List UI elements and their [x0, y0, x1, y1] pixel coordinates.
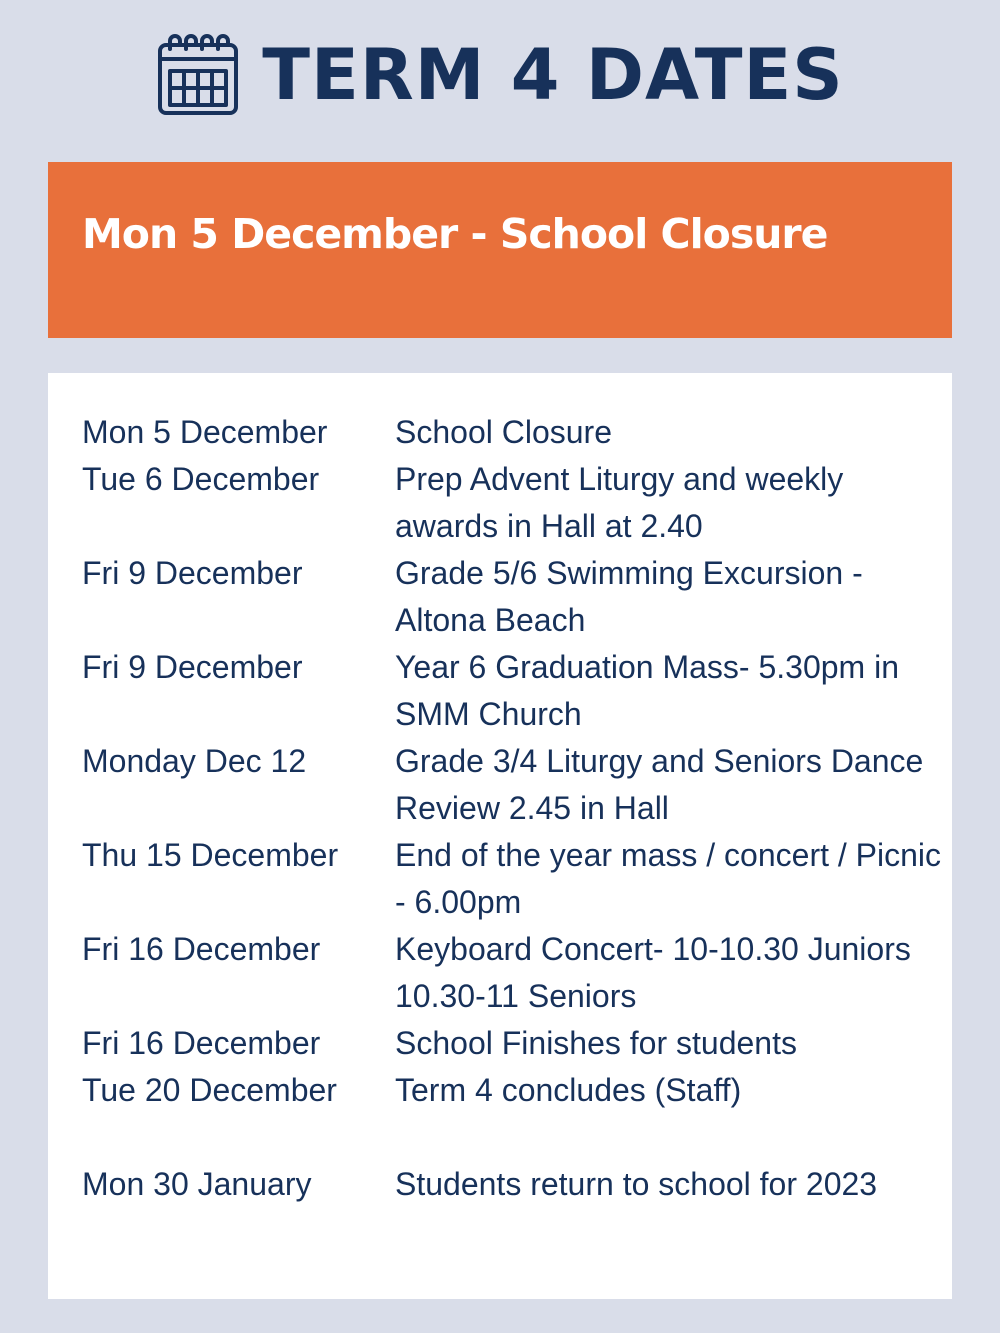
event-row: [82, 409, 952, 456]
page-title: TERM 4 DATES: [262, 34, 844, 116]
event-row: [82, 1161, 952, 1208]
event-description: Keyboard Concert- 10-10.30 Juniors 10.30-11 Seniors: [395, 931, 911, 1014]
event-date: Fri 16 December: [82, 1025, 321, 1061]
event-description: Grade 3/4 Liturgy and Seniors Dance Review 2.45 in Hall: [395, 743, 924, 826]
event-date: Fri 16 December: [82, 931, 321, 967]
event-row: [82, 738, 952, 832]
event-row: [82, 456, 952, 550]
event-description: School Finishes for students: [395, 1025, 797, 1061]
closure-banner: [48, 162, 952, 338]
event-date: Fri 9 December: [82, 555, 303, 591]
event-row: [82, 1067, 952, 1114]
event-description: Grade 5/6 Swimming Excursion - Altona Beach: [395, 555, 863, 638]
event-date: Mon 30 January: [82, 1166, 312, 1202]
header: [0, 30, 1000, 120]
event-list: [82, 409, 952, 1208]
event-description: School Closure: [395, 414, 612, 450]
event-description: Year 6 Graduation Mass- 5.30pm in SMM Church: [395, 649, 899, 732]
event-date: Fri 9 December: [82, 649, 303, 685]
event-description: Term 4 concludes (Staff): [395, 1072, 742, 1108]
banner-text: Mon 5 December - School Closure: [82, 210, 828, 258]
event-description: End of the year mass / concert / Picnic - 6.00pm: [395, 837, 942, 920]
event-row: [82, 832, 952, 926]
event-date: Mon 5 December: [82, 414, 328, 450]
event-row: [82, 926, 952, 1020]
event-description: Students return to school for 2023: [395, 1166, 878, 1202]
event-row: [82, 550, 952, 644]
calendar-icon: [156, 33, 240, 117]
dates-panel: [48, 373, 952, 1299]
event-date: Thu 15 December: [82, 837, 339, 873]
event-description: Prep Advent Liturgy and weekly awards in Hall at 2.40: [395, 461, 844, 544]
event-date: Tue 20 December: [82, 1072, 337, 1108]
event-date: Tue 6 December: [82, 461, 320, 497]
event-row: [82, 644, 952, 738]
event-date: Monday Dec 12: [82, 743, 307, 779]
event-row: [82, 1020, 952, 1067]
